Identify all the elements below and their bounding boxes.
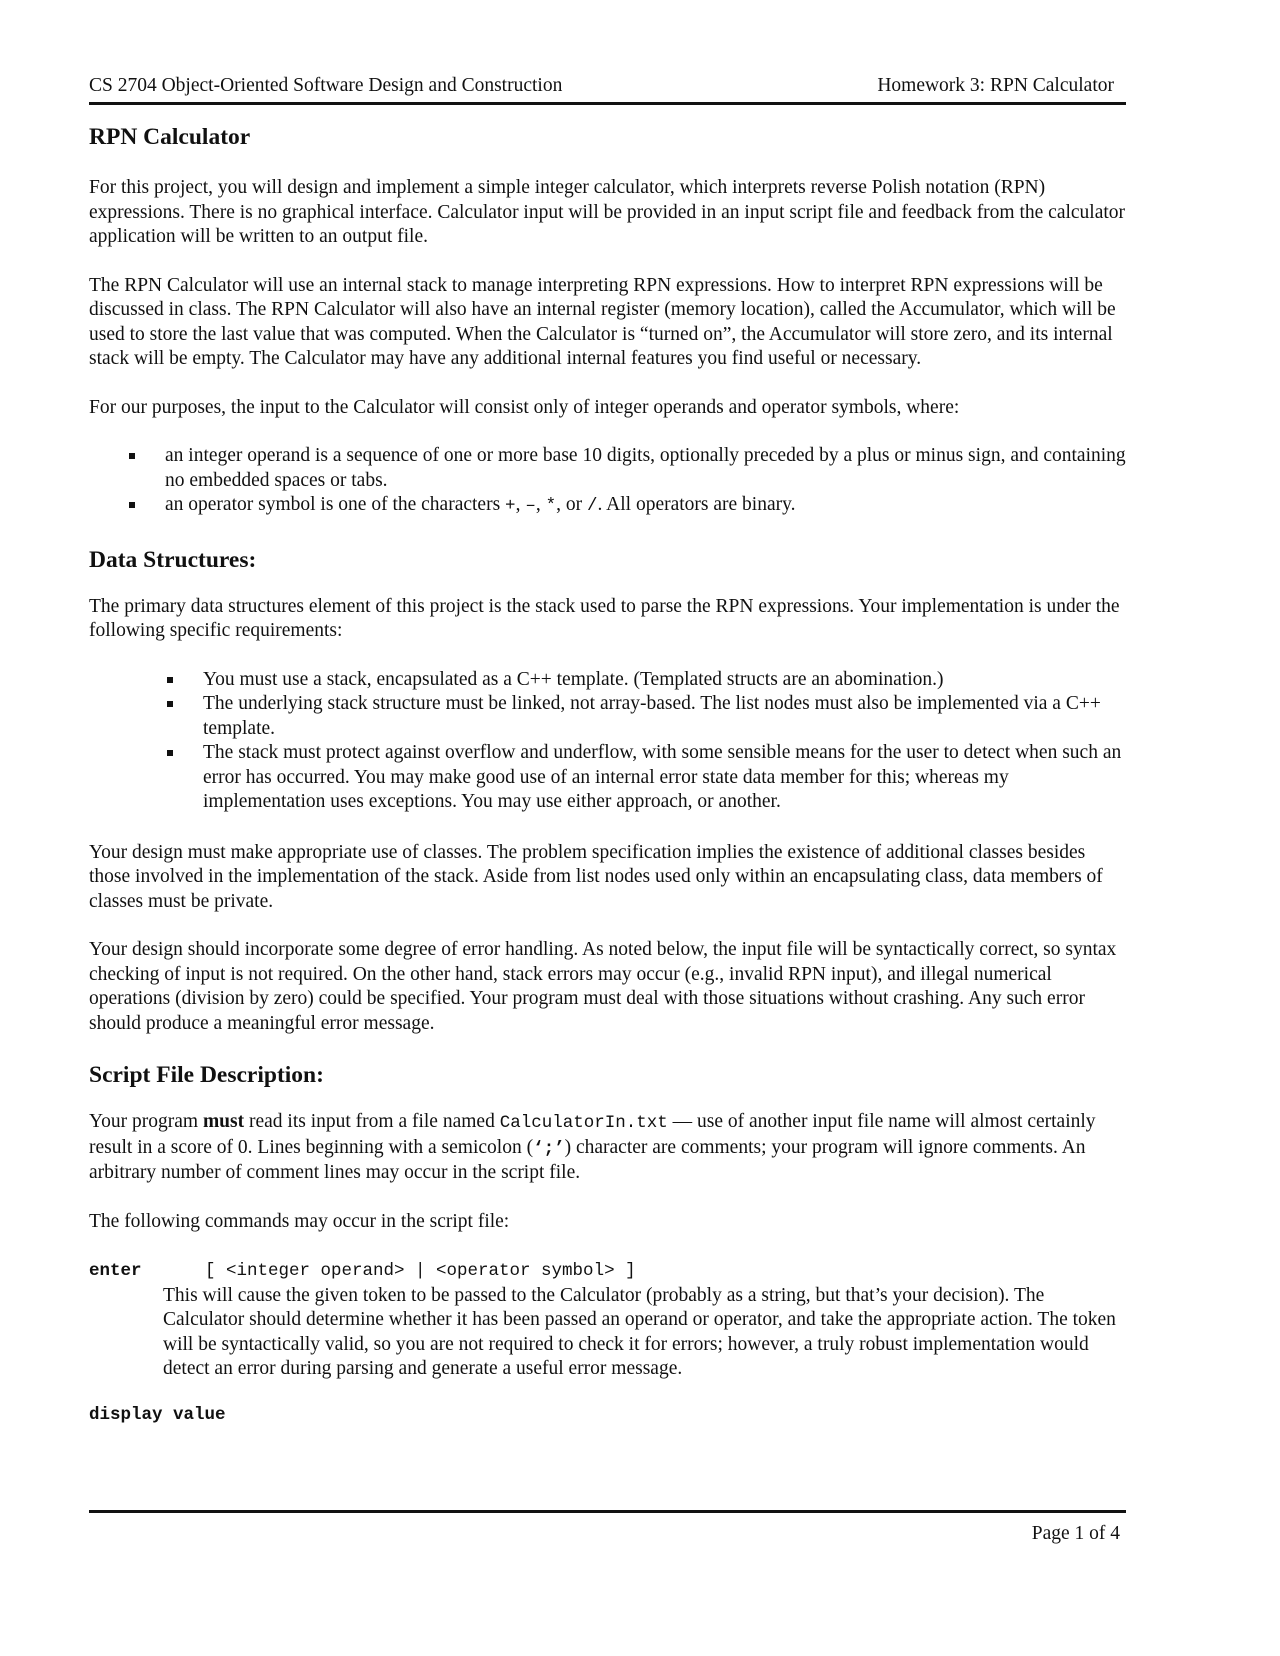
text-run: read its input from a file named	[244, 1111, 500, 1132]
document-body	[89, 122, 1129, 1427]
text-run: — use of another input file name will almost certainly result in a score of 0. Lines beginning with a semicolon (	[89, 1111, 1096, 1158]
data-structures-paragraph-3: Your design should incorporate some degree of error handling. As noted below, the input file will be syntactically correct, so syntax checking of input is not required. On the other hand, stack errors may occur (e.g., invalid RPN input), and illegal numerical operations (division by zero) could be specified. Your program must deal with those situations without crashing. Any such error should produce a meaningful error message.	[89, 939, 1117, 1034]
enter-keyword: enter	[89, 1261, 142, 1281]
list-item	[89, 668, 1129, 693]
operator-times: *	[545, 496, 557, 516]
operand-definition: an integer operand is a sequence of one or more base 10 digits, optionally preceded by a plus or minus sign, and containing no embedded spaces or tabs.	[165, 445, 1126, 491]
page-number: Page 1 of 4	[1031, 1523, 1120, 1544]
operator-divide: /	[586, 496, 598, 516]
data-structures-paragraph-2: Your design must make appropriate use of classes. The problem specification implies the existence of additional classes besides those involved in the implementation of the stack. Aside from list nodes used only within an encapsulating class, data members of classes must be private.	[89, 841, 1103, 912]
semicolon-char: ‘;’	[533, 1138, 565, 1159]
operator-plus: +	[505, 496, 516, 516]
list-item	[89, 444, 1129, 493]
operator-definition-suffix: . All operators are binary.	[597, 494, 796, 515]
list-item	[89, 493, 1129, 519]
enter-arguments: [ <integer operand> | <operator symbol> ]	[205, 1261, 636, 1281]
display-keyword: display value	[89, 1404, 226, 1425]
enter-command-description: This will cause the given token to be passed to the Calculator (probably as a string, but that’s your decision). The Calculator should determine whether it has been passed an operand or operator, and take the appropriate action. The token will be syntactically valid, so you are not required to check it for errors; however, a truly robust implementation would detect an error during parsing and generate a useful error message.	[163, 1284, 1116, 1379]
assignment-title: Homework 3: RPN Calculator	[877, 75, 1114, 96]
display-command-syntax	[89, 1402, 1129, 1428]
requirement-linked: The underlying stack structure must be linked, not array-based. The list nodes must also be implemented via a C++ template.	[203, 693, 1101, 739]
page-header	[89, 74, 1126, 105]
text-run: ) character are comments; your program will ignore comments. An arbitrary number of comment lines may occur in the script file.	[89, 1136, 1086, 1183]
text-run: Your program	[89, 1111, 203, 1132]
list-item	[89, 741, 1129, 815]
requirement-template: You must use a stack, encapsulated as a C++ template. (Templated structs are an abomination.)	[203, 668, 944, 690]
footer-rule	[89, 1510, 1126, 1513]
separator: ,	[515, 494, 526, 515]
script-file-heading: Script File Description:	[89, 1062, 324, 1088]
requirement-overflow: The stack must protect against overflow and underflow, with some sensible means for the user to detect when such an error has occurred. You may make good use of an internal error state data member for this; whereas my implementation uses exceptions. You may use either approach, or another.	[203, 742, 1122, 812]
operator-minus: –	[525, 496, 536, 516]
input-definition-list	[89, 444, 1129, 519]
separator: ,	[535, 494, 546, 515]
list-item	[89, 692, 1129, 741]
script-file-paragraph-2: The following commands may occur in the script file:	[89, 1210, 510, 1232]
script-file-paragraph-1	[89, 1110, 1129, 1186]
requirements-list	[89, 668, 1129, 815]
input-filename: CalculatorIn.txt	[499, 1113, 668, 1133]
intro-paragraph-1: For this project, you will design and implement a simple integer calculator, which interprets reverse Polish notation (RPN) expressions. There is no graphical interface. Calculator input will be provided in an input script file and feedback from the calculator application will be written to an output file.	[89, 177, 1126, 247]
operator-definition-text: an operator symbol is one of the characters	[165, 494, 506, 515]
data-structures-paragraph-1: The primary data structures element of this project is the stack used to parse the RPN expressions. Your implementation is under the following specific requirements:	[89, 595, 1120, 641]
intro-paragraph-2: The RPN Calculator will use an internal stack to manage interpreting RPN expressions. How to interpret RPN expressions will be discussed in class. The RPN Calculator will also have an internal register (memory location), called the Accumulator, which will be used to store the last value that was computed. When the Calculator is “turned on”, the Accumulator will store zero, and its internal stack will be empty. The Calculator may have any additional internal features you find useful or necessary.	[89, 274, 1116, 369]
page-title: RPN Calculator	[89, 124, 251, 150]
emphasis-must: must	[202, 1111, 245, 1132]
enter-command-syntax	[89, 1258, 1129, 1284]
separator: , or	[556, 494, 587, 515]
course-title: CS 2704 Object-Oriented Software Design and Construction	[89, 75, 563, 96]
intro-paragraph-3: For our purposes, the input to the Calculator will consist only of integer operands and operator symbols, where:	[89, 396, 960, 418]
data-structures-heading: Data Structures:	[89, 546, 257, 573]
